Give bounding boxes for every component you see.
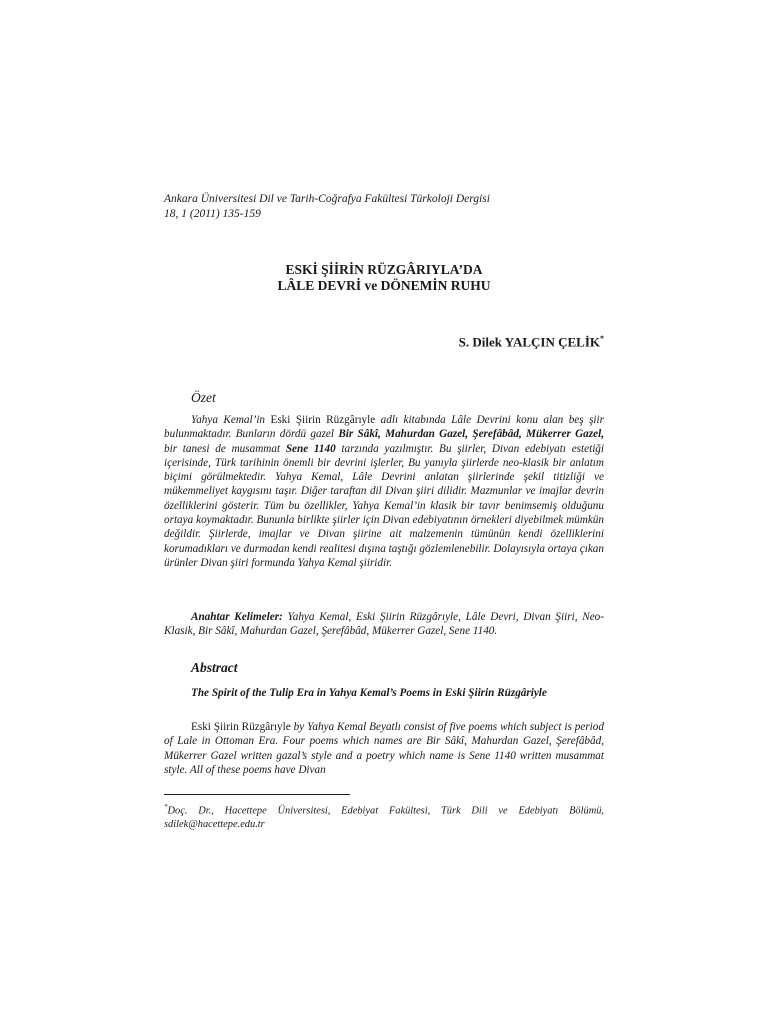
abstract-paragraph — [164, 720, 604, 777]
keywords-text: Yahya Kemal, Eski Şiirin Rüzgârıyle, Lâle Devri, Divan Şiiri, Neo-Klasik, Bir Sâkî, Mahurdan Gazel, Şerefâbâd, Mükerrer Gazel, Sene 1140. — [164, 611, 604, 638]
author-name: S. Dilek YALÇIN ÇELİK — [458, 334, 600, 350]
footnote-text: Doç. Dr., Hacettepe Üniversitesi, Edebiyat Fakültesi, Türk Dili ve Edebiyatı Bölümü, sdilek@hacettepe.edu.tr — [164, 805, 604, 830]
title-line-1: ESKİ ŞİİRİN RÜZGÂRIYLA’DA — [285, 262, 483, 277]
ozet-p1-e: bir tanesi de musammat — [164, 442, 286, 455]
abstract-p1-text: by Yahya Kemal Beyatlı consist of five poems which subject is period of Lale in Ottoman Era. Four poems which names are Bir Sâkî, Mahurdan Gazel, Şerefâbâd, Mükerrer Gazel written gazal’s style and a poetry which name is Sene 1140 written musammat style. All of these poems have Divan — [164, 721, 604, 776]
journal-name: Ankara Üniversitesi Dil ve Tarih-Coğrafya Fakültesi Türkoloji Dergisi — [164, 193, 490, 205]
abstract-book-title: Eski Şiirin Rüzgârıyle — [191, 721, 291, 733]
ozet-paragraph — [164, 413, 604, 570]
title-line-2-c: DÖNEMİN RUHU — [380, 278, 491, 293]
ozet-p1-a: Yahya Kemal’in — [191, 414, 271, 426]
title-line-2-b: ve — [361, 278, 381, 293]
abstract-heading: Abstract — [191, 660, 238, 675]
footnote-mark: * — [164, 803, 168, 811]
author-footnote-mark: * — [600, 334, 604, 343]
ozet-p1-c: adlı kitabında Lâle Devrini konu alan beş şiir bulunmaktadır. Bunların dördü gazel — [164, 414, 605, 441]
title-line-2 — [164, 278, 604, 294]
footnote — [164, 801, 604, 831]
title-line-2-a: LÂLE DEVRİ — [277, 278, 362, 293]
article-title — [164, 262, 604, 294]
keywords-label: Anahtar Kelimeler: — [191, 611, 283, 623]
keywords-paragraph — [164, 610, 604, 639]
author-line — [164, 334, 604, 350]
ozet-p1-g: tarzında yazılmıştır. Bu şiirler, Divan edebiyatı estetiği içerisinde, Türk tarihinin önemli bir devrini işlerler, Bu yanıyla şiirlerde neo-klasik bir anlatım biçimi görülmektedir. Yahya Kemal, Lâle Devrini anlatan şiirlerinde şekil titizliği ve mükemmeliyet kaygısını taşır. Diğer taraftan dil Divan şiiri dilidir. Mazmunlar ve imajlar devrin özelliklerini gösterir. Tüm bu özellikler, Yahya Kemal’in klasik bir tavır benimsemiş olduğunu ortaya koymaktadır. Bununla birlikte şiirler için Divan edebiyatının örnekleri diyebilmek mümkün değildir. Şiirlerde, imajlar ve Divan şiirine ait malzemenin tümünün kendi özelliklerini korumadıkları ve durmadan kendi realitesi dışına taştığı gözlemlenebilir. Dolayısıyla ortaya çıkan ürünler Divan şiiri formunda Yahya Kemal şiiridir. — [164, 442, 605, 569]
journal-issue: 18, 1 (2011) 135-159 — [164, 207, 261, 220]
footnote-divider — [164, 794, 350, 795]
ozet-heading: Özet — [191, 390, 216, 405]
ozet-p1-sene: Sene 1140 — [285, 442, 336, 455]
ozet-p1-poem-names: Bir Sâkî, Mahurdan Gazel, Şerefâbâd, Mükerrer Gazel, — [338, 428, 604, 441]
ozet-p1-book-title: Eski Şiirin Rüzgârıyle — [270, 414, 376, 426]
journal-citation — [164, 192, 604, 221]
abstract-subtitle: The Spirit of the Tulip Era in Yahya Kemal’s Poems in Eski Şiirin Rüzgâriyle — [191, 687, 547, 699]
